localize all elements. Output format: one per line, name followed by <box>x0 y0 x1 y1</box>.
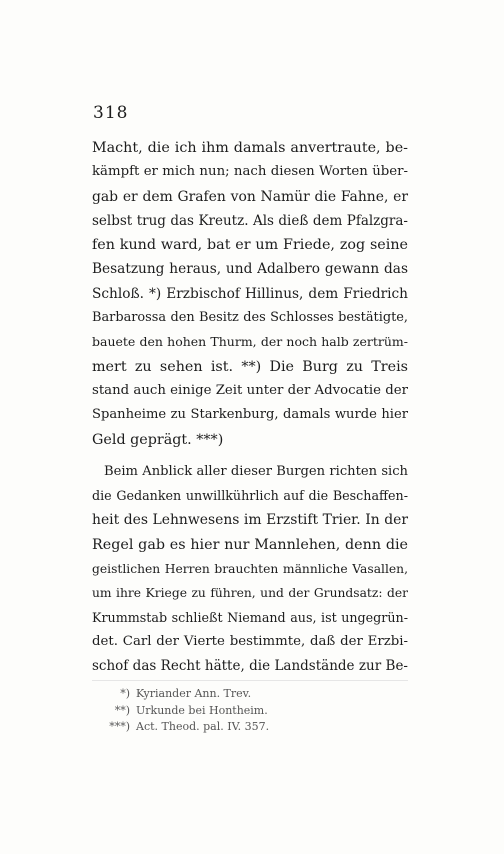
paragraph-1 <box>92 136 408 452</box>
paragraph-gap <box>92 452 408 460</box>
text-line: mert zu sehen ist. **) Die Burg zu Treis <box>92 358 408 375</box>
paragraph-2 <box>92 460 408 679</box>
footnote <box>104 703 269 720</box>
footnote-text: Act. Theod. pal. IV. 357. <box>136 720 270 733</box>
text-line: kämpft er mich nun; nach diesen Worten über- <box>92 164 408 180</box>
text-line: bauete den hohen Thurm, der noch halb zertrüm- <box>92 334 408 350</box>
text-line: Regel gab es hier nur Mannlehen, denn die <box>92 536 408 553</box>
page-number: 318 <box>93 103 129 123</box>
text-line: fen kund ward, bat er um Friede, zog seine <box>92 237 408 254</box>
footnote-text: Urkunde bei Hontheim. <box>136 703 268 717</box>
footnote-mark: **) <box>114 703 130 717</box>
footnote <box>104 686 269 703</box>
text-line: die Gedanken unwillkührlich auf die Beschaffen- <box>92 488 408 504</box>
text-line: heit des Lehnwesens im Erzstift Trier. In der <box>92 512 408 529</box>
footnotes <box>104 686 269 736</box>
footnote <box>104 719 269 736</box>
footnote-mark: ***) <box>109 720 130 733</box>
text-line: um ihre Kriege zu führen, und der Grundsatz: der <box>92 586 408 601</box>
text-line: Krummstab schließt Niemand aus, ist ungegrün- <box>92 609 408 625</box>
text-line: Macht, die ich ihm damals anvertraute, be- <box>92 140 408 156</box>
body-text <box>92 136 408 679</box>
text-line: Schloß. *) Erzbischof Hillinus, dem Friedrich <box>92 285 408 302</box>
text-line: stand auch einige Zeit unter der Advocatie der <box>92 382 408 398</box>
text-line: Geld geprägt. ***) <box>92 431 224 448</box>
text-line: Beim Anblick aller dieser Burgen richten sich <box>104 463 408 479</box>
text-line: det. Carl der Vierte bestimmte, daß der Erzbi- <box>92 633 408 649</box>
text-line: Barbarossa den Besitz des Schlosses bestätigte, <box>92 310 408 326</box>
text-line: Spanheime zu Starkenburg, damals wurde hier <box>92 407 408 423</box>
text-line: geistlichen Herren brauchten männliche Vasallen, <box>92 562 408 577</box>
text-line: selbst trug das Kreutz. Als dieß dem Pfalzgra- <box>92 212 408 229</box>
footnote-text: Kyriander Ann. Trev. <box>136 687 252 700</box>
text-line: Besatzung heraus, und Adalbero gewann das <box>92 261 408 278</box>
text-line: schof das Recht hätte, die Landstände zur Be- <box>92 658 408 675</box>
footnote-mark: *) <box>120 687 130 700</box>
footnote-divider <box>92 680 408 681</box>
text-line: gab er dem Grafen von Namür die Fahne, er <box>92 188 408 205</box>
